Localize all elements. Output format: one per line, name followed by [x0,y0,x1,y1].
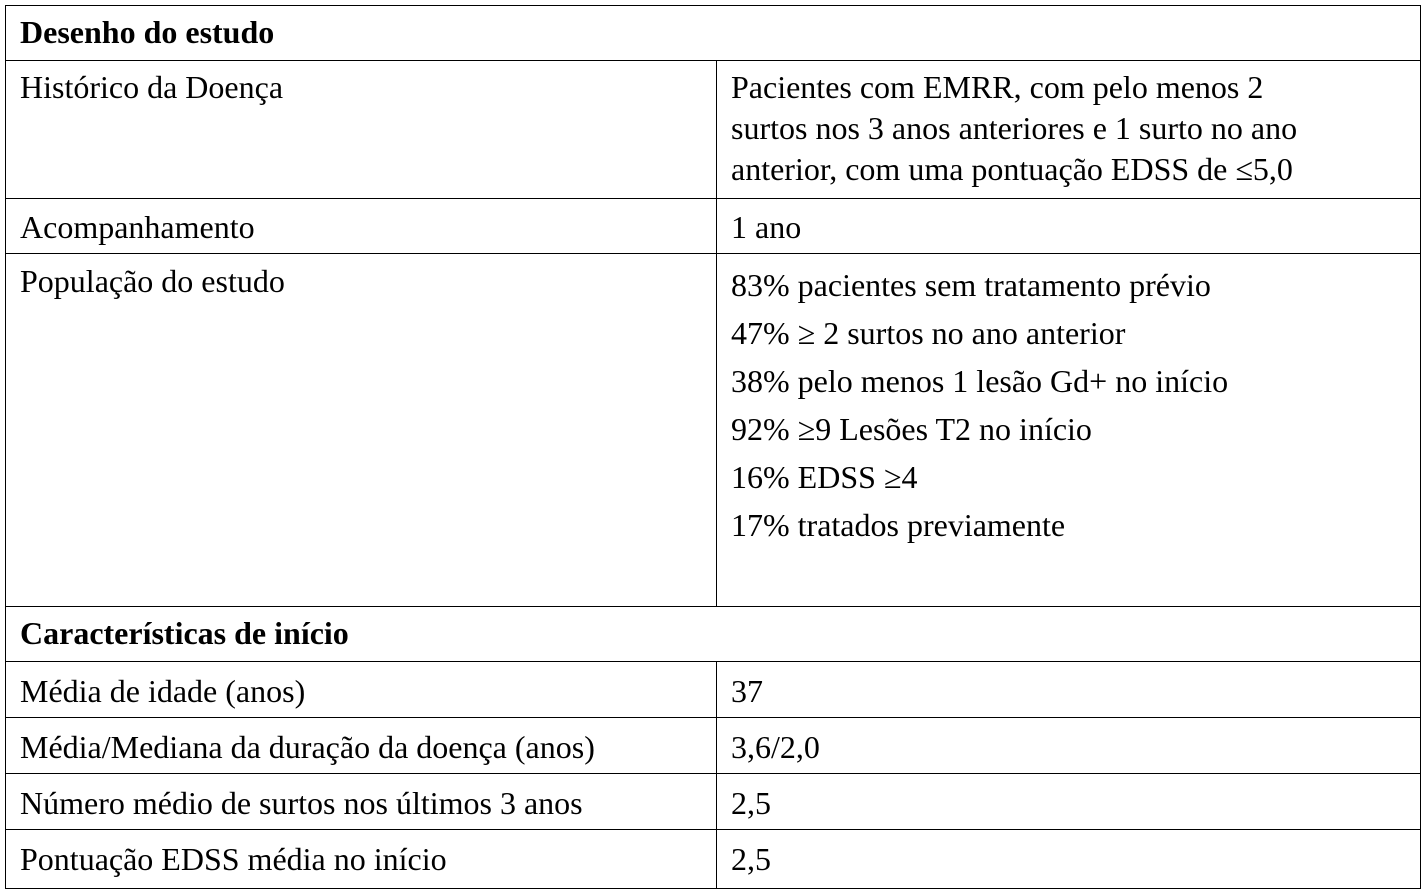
population-item: 17% tratados previamente [731,507,1066,543]
row-label-follow-up: Acompanhamento [6,199,717,254]
row-value-study-population [717,254,1421,607]
section-title-baseline: Características de início [6,607,1421,662]
row-value-relapses: 2,5 [717,774,1421,830]
history-line: surtos nos 3 anos anteriores e 1 surto no ano [731,110,1298,146]
table-row [6,254,1421,607]
row-label-disease-history: Histórico da Doença [6,61,717,199]
row-value-mean-age: 37 [717,662,1421,718]
table-row [6,830,1421,889]
section-header-row [6,6,1421,61]
section-title-design: Desenho do estudo [6,6,1421,61]
population-item: 47% ≥ 2 surtos no ano anterior [731,315,1126,351]
population-item: 38% pelo menos 1 lesão Gd+ no início [731,363,1229,399]
table-row [6,774,1421,830]
table-row [6,718,1421,774]
row-value-disease-duration: 3,6/2,0 [717,718,1421,774]
population-item: 16% EDSS ≥4 [731,459,918,495]
table-row [6,662,1421,718]
row-value-follow-up: 1 ano [717,199,1421,254]
history-line: anterior, com uma pontuação EDSS de ≤5,0 [731,151,1293,187]
row-label-study-population: População do estudo [6,254,717,607]
row-label-disease-duration: Média/Mediana da duração da doença (anos) [6,718,717,774]
table-row [6,199,1421,254]
row-label-mean-age: Média de idade (anos) [6,662,717,718]
population-item: 92% ≥9 Lesões T2 no início [731,411,1092,447]
row-value-edss: 2,5 [717,830,1421,889]
row-label-relapses: Número médio de surtos nos últimos 3 anos [6,774,717,830]
section-header-row [6,607,1421,662]
row-label-edss: Pontuação EDSS média no início [6,830,717,889]
table-row [6,61,1421,199]
population-item: 83% pacientes sem tratamento prévio [731,267,1211,303]
study-design-table [5,5,1421,889]
history-line: Pacientes com EMRR, com pelo menos 2 [731,69,1264,105]
row-value-disease-history [717,61,1421,199]
